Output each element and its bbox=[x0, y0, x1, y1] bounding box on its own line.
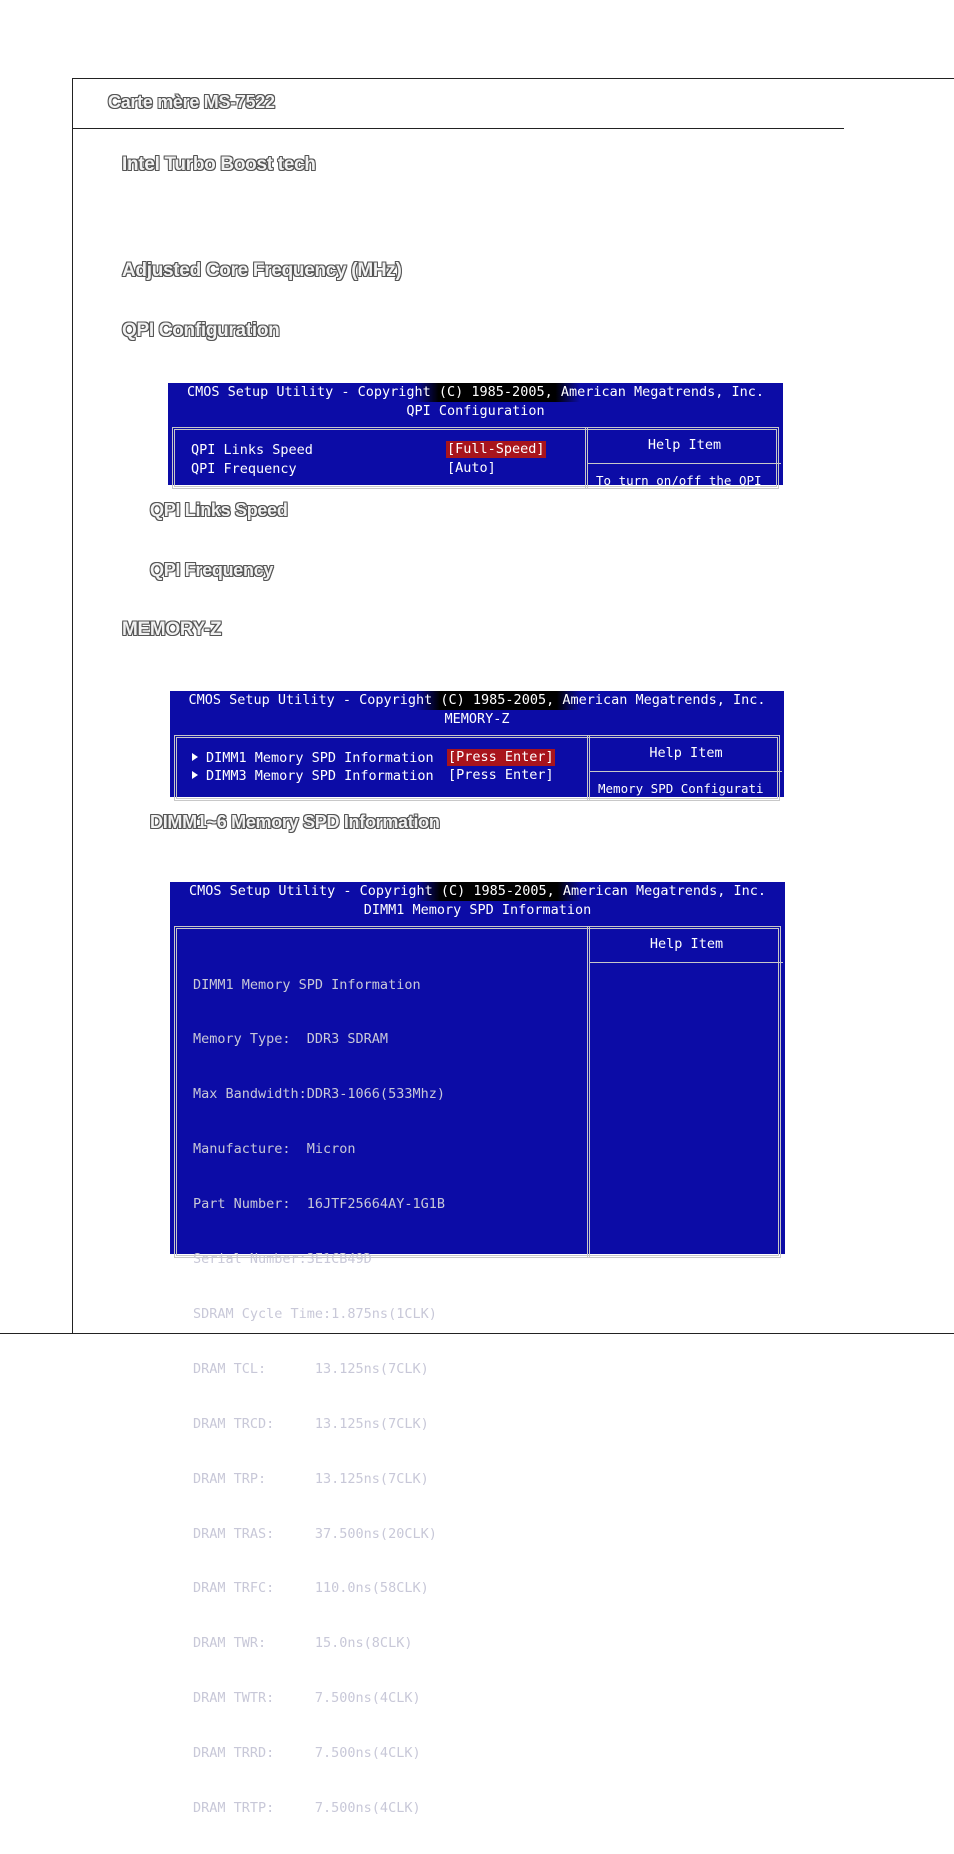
heading-qpi-frequency: QPI Frequency bbox=[150, 560, 274, 580]
page-frame-top-rule bbox=[72, 78, 954, 79]
spd-line: Part Number: 16JTF25664AY-1G1B bbox=[193, 1196, 445, 1213]
submenu-arrow-icon bbox=[192, 753, 198, 761]
bios-copyright-bar: CMOS Setup Utility - Copyright (C) 1985-2005, American Megatrends, Inc. bbox=[170, 691, 784, 710]
spd-line: DRAM TWTR: 7.500ns(4CLK) bbox=[193, 1690, 421, 1707]
spd-line: DIMM1 Memory SPD Information bbox=[193, 976, 421, 993]
heading-qpi-links-speed: QPI Links Speed bbox=[150, 500, 288, 520]
bios-screen-title: DIMM1 Memory SPD Information bbox=[363, 902, 592, 918]
bios-copyright-bar: CMOS Setup Utility - Copyright (C) 1985-2005, American Megatrends, Inc. bbox=[168, 383, 783, 402]
spd-line: SDRAM Cycle Time:1.875ns(1CLK) bbox=[193, 1305, 437, 1322]
bios-help-panel bbox=[585, 427, 781, 489]
spd-line: Manufacture: Micron bbox=[193, 1141, 356, 1158]
bios-screen-title: QPI Configuration bbox=[406, 403, 545, 419]
spd-line: Serial Number:3E1CB49D bbox=[193, 1251, 372, 1268]
page-frame-bottom-rule bbox=[0, 1333, 954, 1334]
bios-help-panel bbox=[587, 926, 783, 1258]
help-item-title: Help Item bbox=[588, 427, 781, 464]
bios-help-panel bbox=[587, 735, 782, 801]
spd-line: DRAM TRCD: 13.125ns(7CLK) bbox=[193, 1415, 429, 1432]
spd-line: DRAM TRFC: 110.0ns(58CLK) bbox=[193, 1580, 429, 1597]
dimm1-spd-value[interactable]: [Press Enter] bbox=[448, 749, 554, 765]
bios-screen-title: MEMORY-Z bbox=[444, 711, 510, 727]
heading-adjusted-core-frequency: Adjusted Core Frequency (MHz) bbox=[122, 260, 402, 281]
spd-line: DRAM TCL: 13.125ns(7CLK) bbox=[193, 1360, 429, 1377]
heading-memory-z: MEMORY-Z bbox=[122, 619, 222, 640]
bios-copyright-bar: CMOS Setup Utility - Copyright (C) 1985-2005, American Megatrends, Inc. bbox=[170, 882, 785, 901]
spd-line: Max Bandwidth:DDR3-1066(533Mhz) bbox=[193, 1086, 445, 1103]
qpi-links-speed-label[interactable]: QPI Links Speed bbox=[191, 442, 313, 458]
qpi-frequency-label[interactable]: QPI Frequency bbox=[191, 461, 297, 477]
bios-memory-z-screen bbox=[170, 691, 784, 797]
dimm1-spd-label: DIMM1 Memory SPD Information bbox=[206, 750, 434, 766]
qpi-frequency-value[interactable]: [Auto] bbox=[447, 460, 496, 476]
page-header: Carte mère MS-7522 bbox=[108, 92, 275, 112]
submenu-arrow-icon bbox=[192, 771, 198, 779]
help-item-title: Help Item bbox=[590, 735, 782, 772]
dimm3-spd-label: DIMM3 Memory SPD Information bbox=[206, 768, 434, 784]
dimm3-spd-item[interactable] bbox=[192, 767, 434, 785]
spd-line: Memory Type: DDR3 SDRAM bbox=[193, 1031, 389, 1048]
bios-qpi-configuration-screen bbox=[168, 383, 783, 488]
heading-qpi-configuration: QPI Configuration bbox=[122, 320, 280, 341]
heading-turbo-boost: Intel Turbo Boost tech bbox=[122, 154, 316, 175]
spd-info-list bbox=[193, 939, 445, 1854]
dimm3-spd-value[interactable]: [Press Enter] bbox=[448, 767, 554, 783]
heading-dimm-spd-information: DIMM1~6 Memory SPD Information bbox=[150, 812, 440, 832]
page-frame-left-rule bbox=[72, 78, 73, 1334]
qpi-links-speed-value[interactable]: [Full-Speed] bbox=[447, 441, 545, 457]
bios-dimm1-spd-screen bbox=[170, 882, 785, 1816]
help-text: To turn on/off the QPI bbox=[596, 473, 762, 488]
help-text: Memory SPD Configurati bbox=[598, 781, 764, 796]
spd-line: DRAM TWR: 15.0ns(8CLK) bbox=[193, 1635, 413, 1652]
spd-line: DRAM TRAS: 37.500ns(20CLK) bbox=[193, 1525, 437, 1542]
spd-line: DRAM TRRD: 7.500ns(4CLK) bbox=[193, 1745, 421, 1762]
spd-line: DRAM TRP: 13.125ns(7CLK) bbox=[193, 1470, 429, 1487]
dimm1-spd-item[interactable] bbox=[192, 749, 434, 767]
spd-line: DRAM TRTP: 7.500ns(4CLK) bbox=[193, 1799, 421, 1816]
help-item-title: Help Item bbox=[590, 926, 783, 963]
header-rule bbox=[72, 128, 844, 129]
